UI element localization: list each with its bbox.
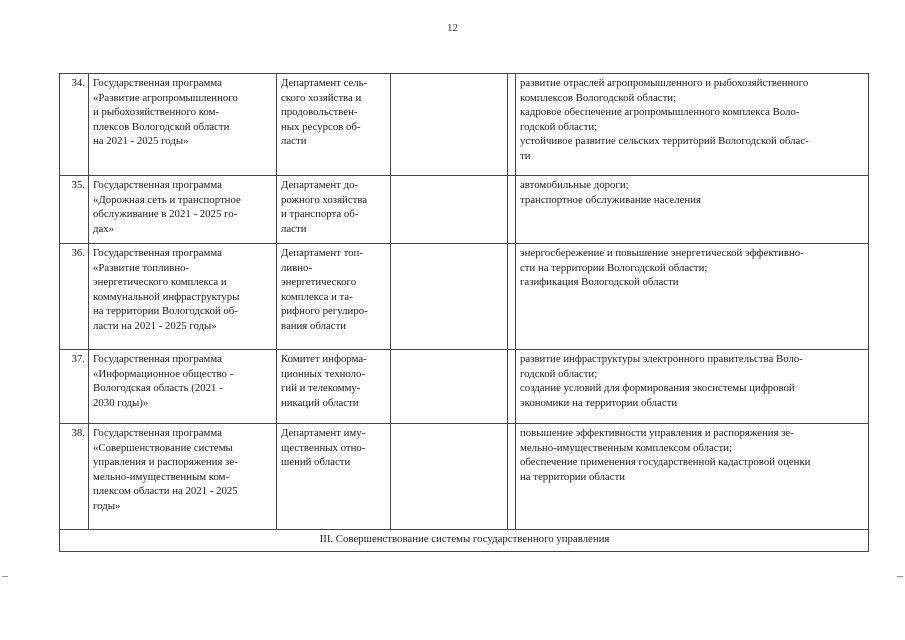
program-goals: автомобильные дороги; транспортное обслуживание населения bbox=[516, 176, 869, 244]
empty-column-cell bbox=[391, 74, 508, 176]
table-row bbox=[60, 176, 869, 244]
responsible-department: Департамент до- рожного хозяйства и транспорта об- ласти bbox=[277, 176, 391, 244]
empty-column-cell bbox=[391, 350, 508, 424]
row-number: 38. bbox=[60, 424, 89, 530]
empty-column-cell bbox=[391, 244, 508, 350]
table-row bbox=[60, 74, 869, 176]
program-goals: развитие инфраструктуры электронного правительства Воло- годской области; создание условий для формирования экосистемы цифровой экономики на территории области bbox=[516, 350, 869, 424]
program-name: Государственная программа «Развитие топливно- энергетического комплекса и коммунальной инфраструктуры на территории Вологодской об- ласти на 2021 - 2025 годы» bbox=[89, 244, 277, 350]
table-row bbox=[60, 424, 869, 530]
responsible-department: Департамент иму- щественных отно- шений области bbox=[277, 424, 391, 530]
empty-column-cell bbox=[391, 176, 508, 244]
program-goals: развитие отраслей агропромышленного и рыбохозяйственного комплексов Вологодской области; кадровое обеспечение агропромышленного комплекса Воло- годской области; устойчивое развитие сельских территорий Вологодской облас- ти bbox=[516, 74, 869, 176]
program-name: Государственная программа «Информационное общество - Вологодская область (2021 - 2030 годы)» bbox=[89, 350, 277, 424]
row-number: 37. bbox=[60, 350, 89, 424]
left-edge-mark bbox=[2, 576, 8, 577]
table-row bbox=[60, 244, 869, 350]
program-name: Государственная программа «Развитие агропромышленного и рыбохозяйственного ком- плексов Вологодской области на 2021 - 2025 годы» bbox=[89, 74, 277, 176]
empty-narrow-cell bbox=[508, 176, 516, 244]
responsible-department: Департамент сель- ского хозяйства и продовольствен- ных ресурсов об- ласти bbox=[277, 74, 391, 176]
empty-narrow-cell bbox=[508, 424, 516, 530]
section-row bbox=[60, 530, 869, 552]
section-title: III. Совершенствование системы государственного управления bbox=[60, 530, 869, 552]
program-goals: энергосбережение и повышение энергетической эффективно- сти на территории Вологодской области; газификация Вологодской области bbox=[516, 244, 869, 350]
row-number: 36. bbox=[60, 244, 89, 350]
empty-narrow-cell bbox=[508, 350, 516, 424]
program-name: Государственная программа «Совершенствование системы управления и распоряжения зе- мельно-имущественным ком- плексом области на 2021 - 2025 годы» bbox=[89, 424, 277, 530]
responsible-department: Департамент топ- ливно- энергетического комплекса и та- рифного регулиро- вания области bbox=[277, 244, 391, 350]
table-row bbox=[60, 350, 869, 424]
empty-column-cell bbox=[391, 424, 508, 530]
row-number: 34. bbox=[60, 74, 89, 176]
program-name: Государственная программа «Дорожная сеть и транспортное обслуживание в 2021 - 2025 го- дах» bbox=[89, 176, 277, 244]
program-goals: повышение эффективности управления и распоряжения зе- мельно-имущественным комплексом области; обеспечение применения государственной кадастровой оценки на территории области bbox=[516, 424, 869, 530]
empty-narrow-cell bbox=[508, 74, 516, 176]
empty-narrow-cell bbox=[508, 244, 516, 350]
programs-table bbox=[59, 73, 869, 552]
responsible-department: Комитет информа- ционных техноло- гий и телекомму- никаций области bbox=[277, 350, 391, 424]
page-number: 12 bbox=[447, 22, 458, 34]
row-number: 35. bbox=[60, 176, 89, 244]
right-edge-mark bbox=[897, 576, 903, 577]
